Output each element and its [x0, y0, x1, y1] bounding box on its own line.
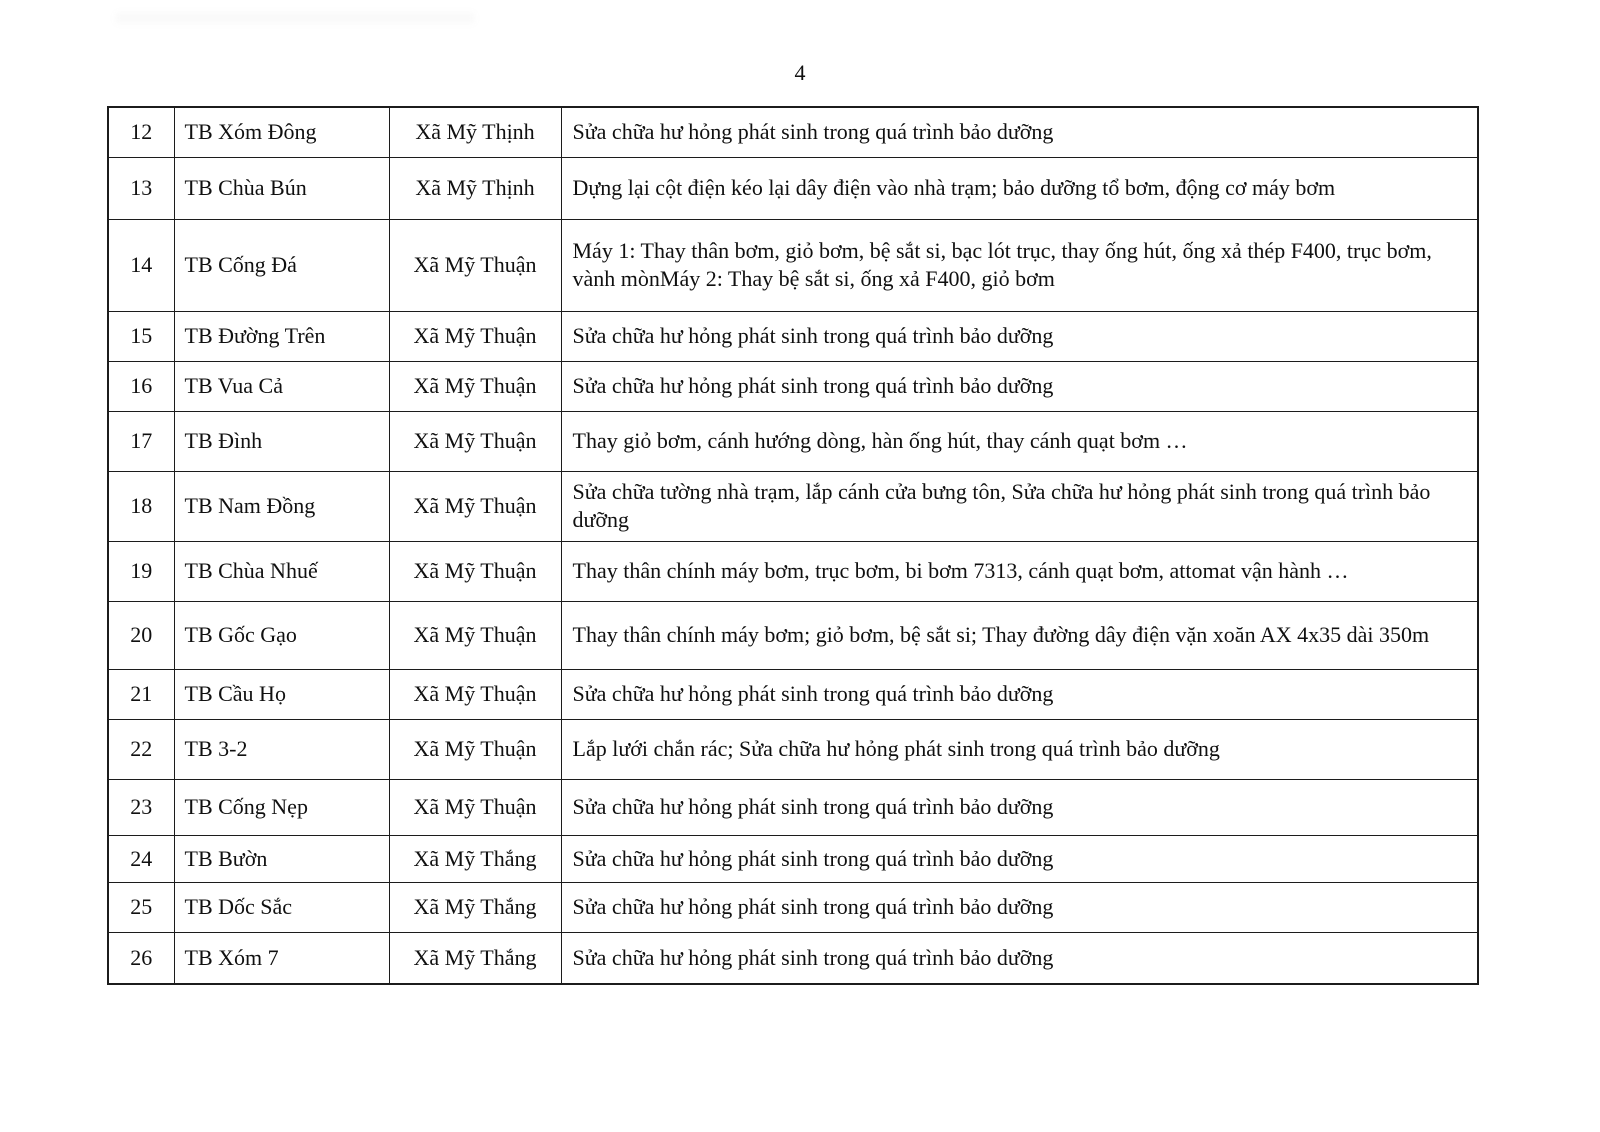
table-row	[108, 219, 1478, 311]
commune-cell: Xã Mỹ Thịnh	[389, 157, 561, 219]
description-cell: Sửa chữa hư hỏng phát sinh trong quá trình bảo dưỡng	[561, 882, 1478, 932]
row-index-cell: 16	[108, 361, 174, 411]
table-row	[108, 719, 1478, 779]
description-cell: Sửa chữa hư hỏng phát sinh trong quá trình bảo dưỡng	[561, 361, 1478, 411]
table-row	[108, 107, 1478, 157]
description-cell: Lắp lưới chắn rác; Sửa chữa hư hỏng phát sinh trong quá trình bảo dưỡng	[561, 719, 1478, 779]
row-index-cell: 24	[108, 835, 174, 882]
table-row	[108, 669, 1478, 719]
row-index-cell: 13	[108, 157, 174, 219]
table-row	[108, 311, 1478, 361]
table-row	[108, 835, 1478, 882]
station-name-cell: TB Đình	[174, 411, 389, 471]
station-name-cell: TB Cầu Họ	[174, 669, 389, 719]
table-row	[108, 932, 1478, 984]
station-name-cell: TB Gốc Gạo	[174, 601, 389, 669]
commune-cell: Xã Mỹ Thuận	[389, 471, 561, 541]
station-name-cell: TB Dốc Sắc	[174, 882, 389, 932]
row-index-cell: 25	[108, 882, 174, 932]
description-cell: Sửa chữa hư hỏng phát sinh trong quá trình bảo dưỡng	[561, 107, 1478, 157]
table-row	[108, 779, 1478, 835]
page-number: 4	[794, 60, 806, 85]
commune-cell: Xã Mỹ Thuận	[389, 311, 561, 361]
station-name-cell: TB Đường Trên	[174, 311, 389, 361]
description-cell: Thay giỏ bơm, cánh hướng dòng, hàn ống hút, thay cánh quạt bơm …	[561, 411, 1478, 471]
description-cell: Sửa chữa hư hỏng phát sinh trong quá trình bảo dưỡng	[561, 932, 1478, 984]
station-name-cell: TB Vua Cả	[174, 361, 389, 411]
commune-cell: Xã Mỹ Thịnh	[389, 107, 561, 157]
commune-cell: Xã Mỹ Thuận	[389, 779, 561, 835]
table-row	[108, 361, 1478, 411]
station-name-cell: TB Nam Đồng	[174, 471, 389, 541]
table-row	[108, 541, 1478, 601]
description-cell: Thay thân chính máy bơm, trục bơm, bi bơm 7313, cánh quạt bơm, attomat vận hành …	[561, 541, 1478, 601]
commune-cell: Xã Mỹ Thuận	[389, 601, 561, 669]
row-index-cell: 18	[108, 471, 174, 541]
row-index-cell: 17	[108, 411, 174, 471]
station-name-cell: TB Xóm 7	[174, 932, 389, 984]
commune-cell: Xã Mỹ Thuận	[389, 719, 561, 779]
commune-cell: Xã Mỹ Thuận	[389, 541, 561, 601]
maintenance-table-body	[108, 107, 1478, 984]
commune-cell: Xã Mỹ Thắng	[389, 835, 561, 882]
commune-cell: Xã Mỹ Thuận	[389, 411, 561, 471]
row-index-cell: 21	[108, 669, 174, 719]
table-row	[108, 601, 1478, 669]
station-name-cell: TB Cống Đá	[174, 219, 389, 311]
commune-cell: Xã Mỹ Thắng	[389, 882, 561, 932]
row-index-cell: 15	[108, 311, 174, 361]
commune-cell: Xã Mỹ Thuận	[389, 361, 561, 411]
row-index-cell: 23	[108, 779, 174, 835]
station-name-cell: TB Bườn	[174, 835, 389, 882]
station-name-cell: TB 3-2	[174, 719, 389, 779]
maintenance-table	[107, 106, 1479, 985]
description-cell: Sửa chữa tường nhà trạm, lắp cánh cửa bưng tôn, Sửa chữa hư hỏng phát sinh trong quá trình bảo dưỡng	[561, 471, 1478, 541]
table-row	[108, 882, 1478, 932]
table-row	[108, 157, 1478, 219]
station-name-cell: TB Cống Nẹp	[174, 779, 389, 835]
commune-cell: Xã Mỹ Thuận	[389, 219, 561, 311]
description-cell: Máy 1: Thay thân bơm, giỏ bơm, bệ sắt si, bạc lót trục, thay ống hút, ống xả thép F400, trục bơm, vành mònMáy 2: Thay bệ sắt si, ống xả F400, giỏ bơm	[561, 219, 1478, 311]
description-cell: Sửa chữa hư hỏng phát sinh trong quá trình bảo dưỡng	[561, 669, 1478, 719]
row-index-cell: 20	[108, 601, 174, 669]
description-cell: Sửa chữa hư hỏng phát sinh trong quá trình bảo dưỡng	[561, 311, 1478, 361]
row-index-cell: 12	[108, 107, 174, 157]
row-index-cell: 26	[108, 932, 174, 984]
bleed-through-artifact	[115, 12, 475, 24]
table-row	[108, 471, 1478, 541]
station-name-cell: TB Chùa Bún	[174, 157, 389, 219]
commune-cell: Xã Mỹ Thắng	[389, 932, 561, 984]
row-index-cell: 14	[108, 219, 174, 311]
station-name-cell: TB Xóm Đông	[174, 107, 389, 157]
row-index-cell: 22	[108, 719, 174, 779]
table-row	[108, 411, 1478, 471]
description-cell: Sửa chữa hư hỏng phát sinh trong quá trình bảo dưỡng	[561, 835, 1478, 882]
station-name-cell: TB Chùa Nhuế	[174, 541, 389, 601]
commune-cell: Xã Mỹ Thuận	[389, 669, 561, 719]
description-cell: Dựng lại cột điện kéo lại dây điện vào nhà trạm; bảo dưỡng tổ bơm, động cơ máy bơm	[561, 157, 1478, 219]
description-cell: Sửa chữa hư hỏng phát sinh trong quá trình bảo dưỡng	[561, 779, 1478, 835]
description-cell: Thay thân chính máy bơm; giỏ bơm, bệ sắt si; Thay đường dây điện vặn xoăn AX 4x35 dài 350m	[561, 601, 1478, 669]
row-index-cell: 19	[108, 541, 174, 601]
